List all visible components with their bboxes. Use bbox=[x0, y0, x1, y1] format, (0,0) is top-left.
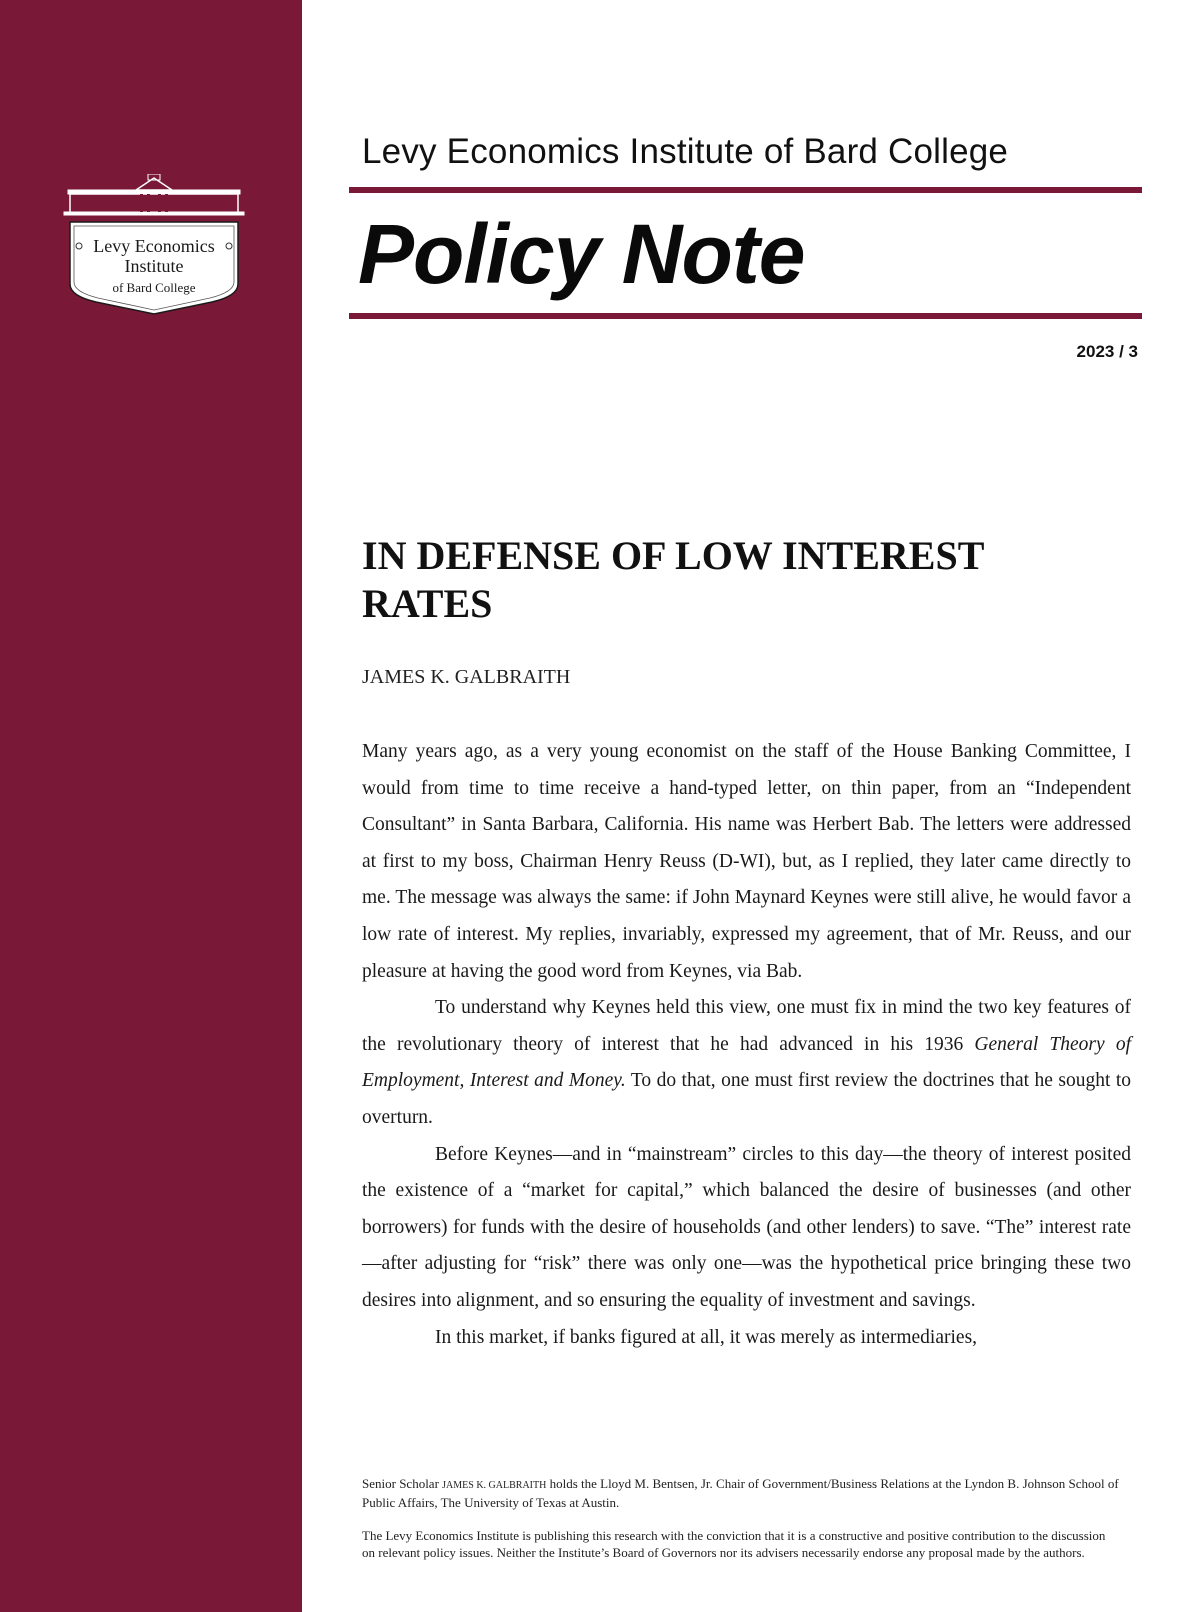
paragraph-1: Many years ago, as a very young economist on the staff of the House Banking Committee, I would from time to time receive a hand-typed letter, on thin paper, from an “Independent Consultant” in Santa Barbara, California. His name was Herbert Bab. The letters were addressed at first to my boss, Chairman Henry Reuss (D-WI), but, as I replied, they later came directly to me. The message was always the same: if John Maynard Keynes were still alive, he would favor a low rate of interest. My replies, invariably, expressed my agreement, that of Mr. Reuss, and our pleasure at having the good word from Keynes, via Bab. bbox=[362, 741, 1131, 982]
article-body bbox=[362, 734, 1131, 1356]
article-author: JAMES K. GALBRAITH bbox=[362, 666, 571, 688]
logo-text-line2: Institute bbox=[124, 256, 184, 276]
author-bio-name: JAMES K. GALBRAITH bbox=[442, 1480, 547, 1491]
institute-name: Levy Economics Institute of Bard College bbox=[362, 132, 1009, 171]
logo-text-line1: Levy Economics bbox=[93, 236, 215, 256]
author-bio-prefix: Senior Scholar bbox=[362, 1476, 443, 1491]
sidebar bbox=[0, 0, 302, 1612]
paragraph-2 bbox=[362, 990, 1131, 1136]
disclaimer: The Levy Economics Institute is publishing this research with the conviction that it is a constructive and positive contribution to the discussion on relevant policy issues. Neither the Institute’s Board of Governors nor its advisers necessarily endorse any proposal made by the authors. bbox=[362, 1528, 1106, 1560]
bottom-divider bbox=[349, 313, 1142, 319]
book-title: General Theory of Employment, Interest and Money. bbox=[362, 1033, 1131, 1092]
paragraph-2-end: To do that, one must first review the doctrines that he sought to overturn. bbox=[362, 1070, 1131, 1128]
article-title: IN DEFENSE OF LOW INTEREST RATES bbox=[362, 533, 984, 626]
issue-number: 2023 / 3 bbox=[1076, 342, 1138, 361]
series-title: Policy Note bbox=[358, 207, 805, 301]
author-bio-rest: holds the Lloyd M. Bentsen, Jr. Chair of Government/Business Relations at the Lyndon B. Johnson School of Public Affairs, The University of Texas at Austin. bbox=[362, 1476, 1119, 1510]
institute-logo bbox=[62, 174, 246, 322]
paragraph-4: In this market, if banks figured at all, it was merely as intermediaries, bbox=[435, 1326, 978, 1348]
author-bio bbox=[362, 1475, 1120, 1511]
top-divider bbox=[349, 187, 1142, 193]
footnotes bbox=[362, 1475, 1120, 1577]
logo-text-line3: of Bard College bbox=[112, 280, 196, 295]
paragraph-2-start: To understand why Keynes held this view, one must fix in mind the two key features of the revolutionary theory of interest that he had advanced in his 1936 bbox=[362, 997, 1131, 1055]
paragraph-3: Before Keynes—and in “mainstream” circles to this day—the theory of interest posited the existence of a “market for capital,” which balanced the desire of businesses (and other borrowers) for funds with the desire of households (and other lenders) to save. “The” interest rate—after adjusting for “risk” there was only one—was the hypothetical price bringing these two desires into alignment, and so ensuring the equality of investment and savings. bbox=[362, 1143, 1131, 1311]
